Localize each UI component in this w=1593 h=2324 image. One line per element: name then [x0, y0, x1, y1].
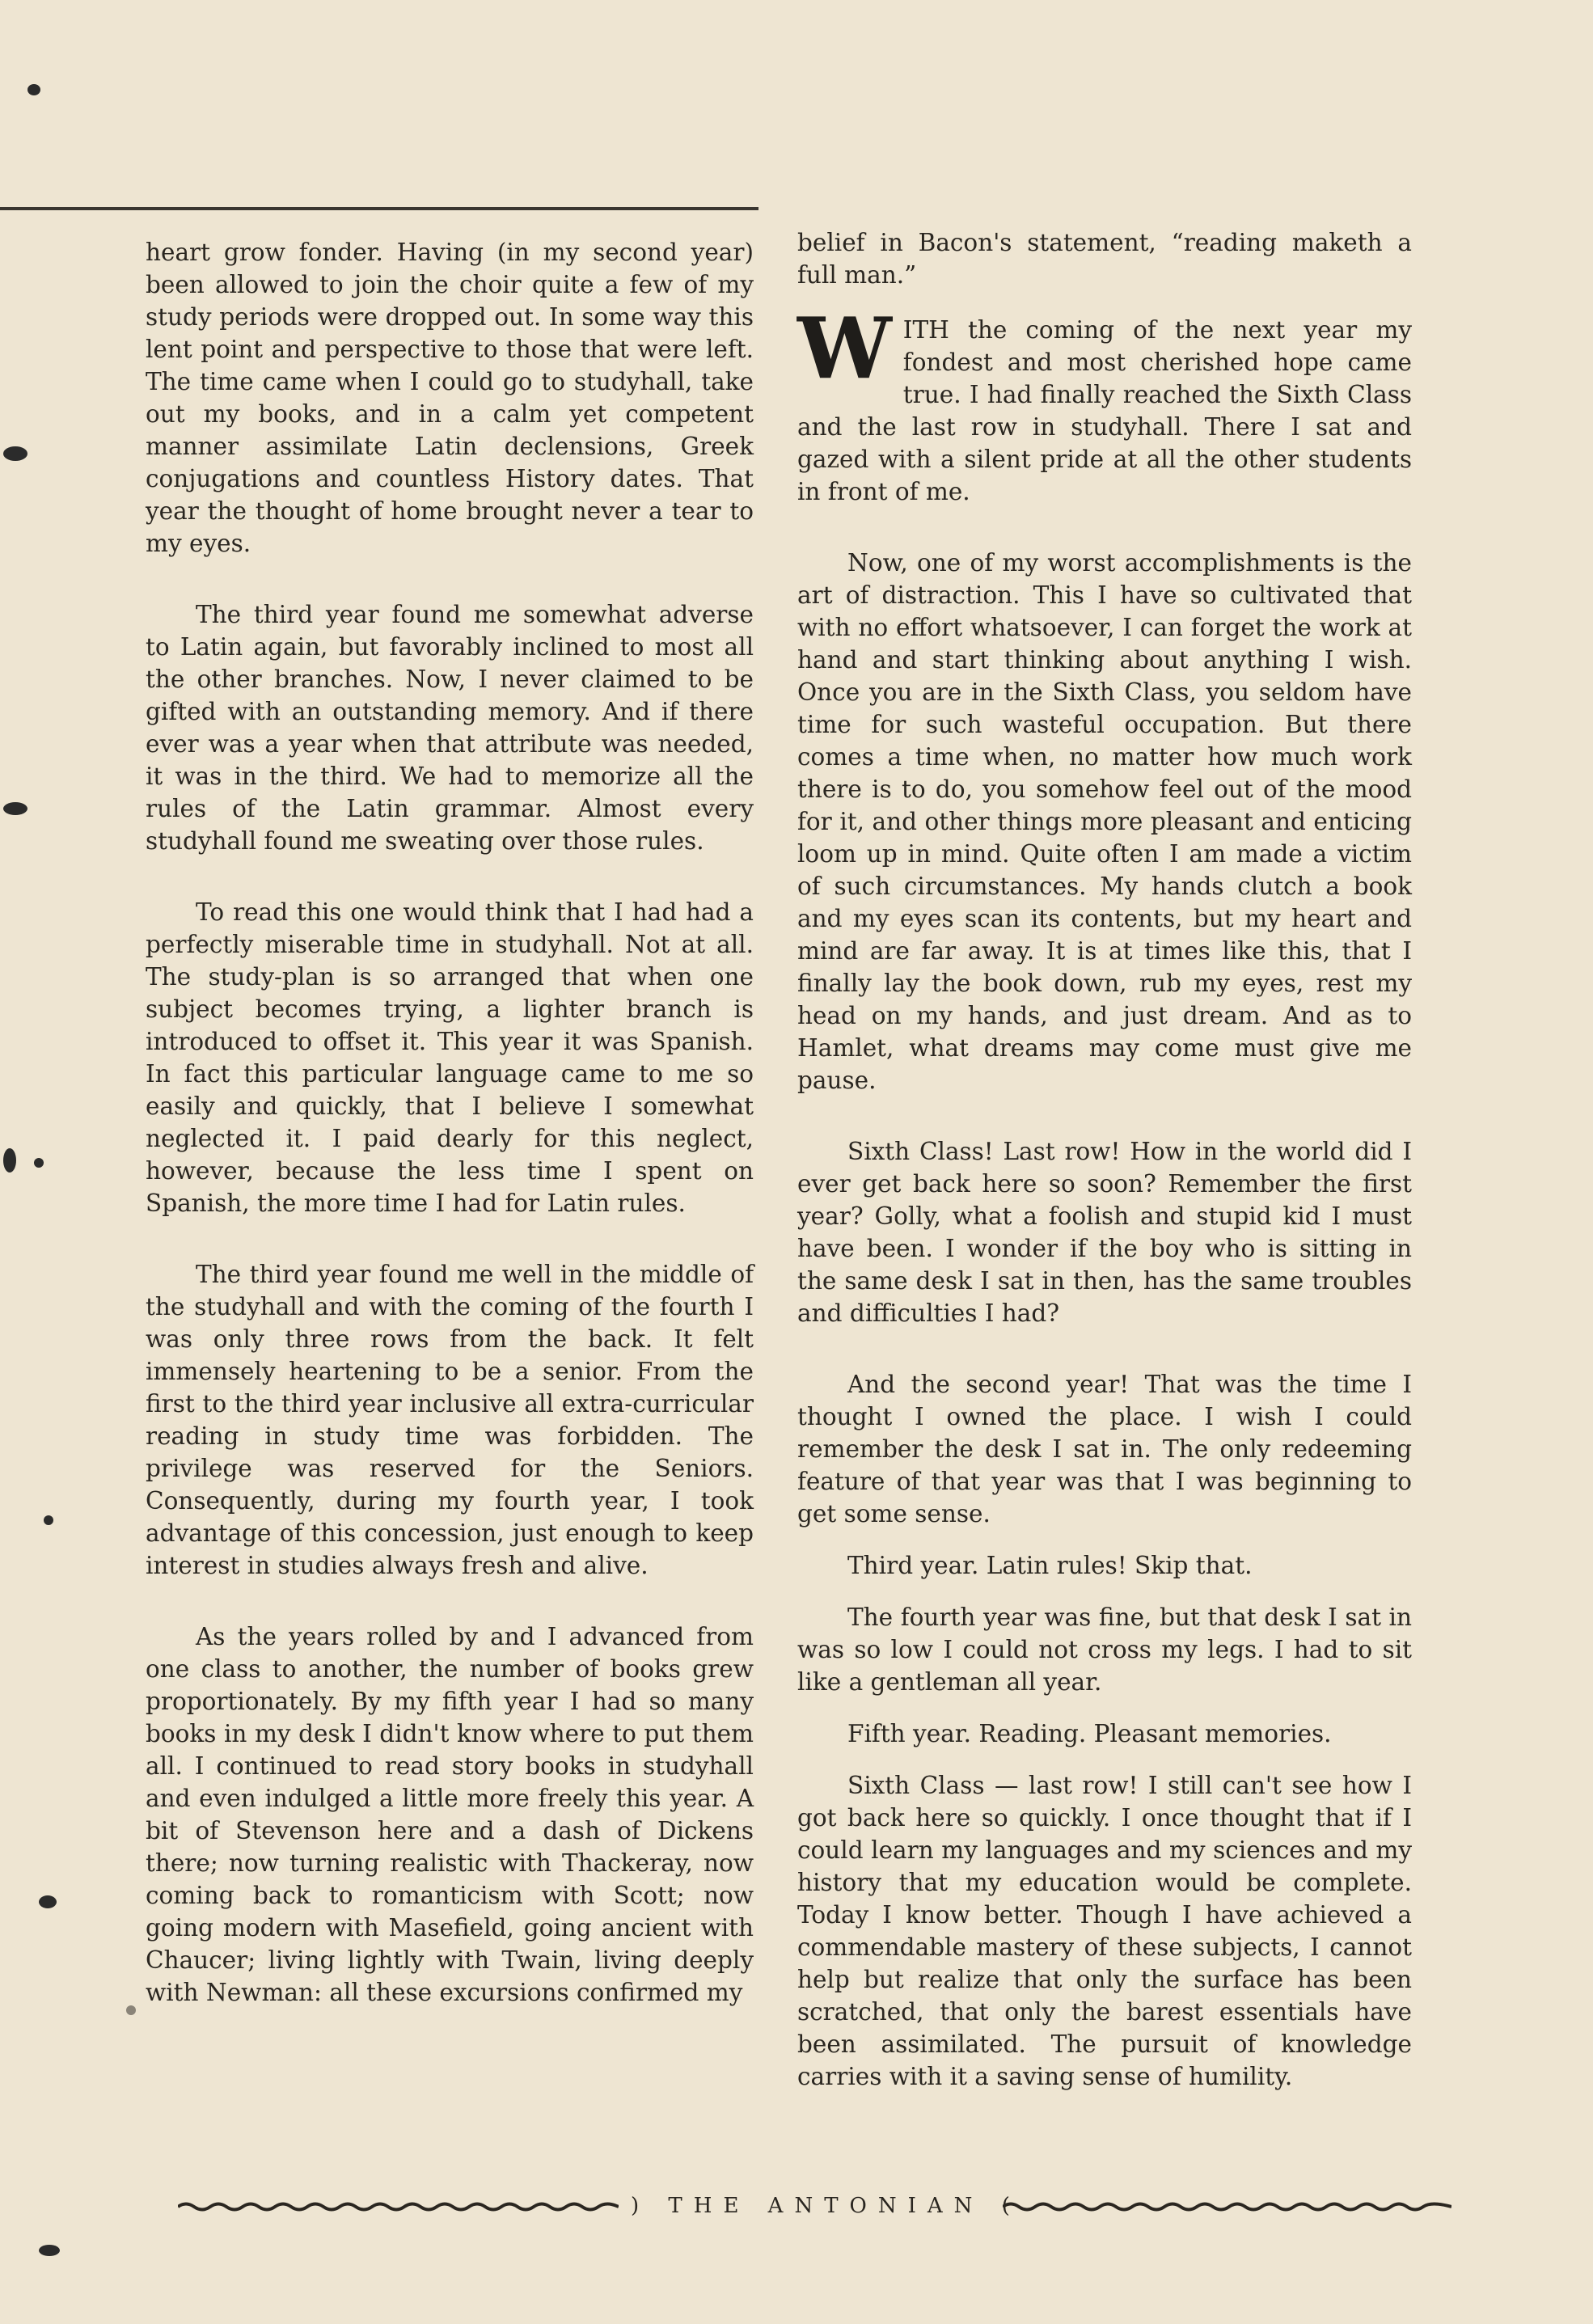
- publication-title: THE ANTONIAN: [668, 2194, 984, 2218]
- binding-hole: [3, 1148, 16, 1173]
- paragraph: belief in Bacon's statement, “reading maketh a full man.”: [797, 229, 1412, 289]
- paragraph: heart grow fonder. Having (in my second year) been allowed to join the choir quite a few of my study periods were dropped out. In some way this lent point and perspective to those that were left. The time came when I could go to studyhall, take out my books, and in a calm yet competent manner assimilate Latin declensions, Greek conjugations and countless History dates. That year the thought of home brought never a tear to my eyes.: [146, 239, 754, 557]
- footer-left-mark: ): [631, 2194, 651, 2218]
- binding-hole: [126, 2005, 136, 2015]
- binding-hole: [3, 802, 27, 815]
- binding-hole: [27, 84, 40, 95]
- binding-hole: [39, 2245, 60, 2256]
- header-rule: [0, 207, 758, 210]
- binding-hole: [3, 446, 27, 461]
- paragraph: To read this one would think that I had had a perfectly miserable time in studyhall. Not at all. The study-plan is so arranged that when one subject becomes trying, a lighter branch is introduced to offset it. This year it was Spanish. In fact this particular language came to me so easily and quickly, that I believe I somewhat neglected it. I paid dearly for this neglect, however, because the less time I spent on Spanish, the more time I had for Latin rules.: [146, 898, 754, 1217]
- footer-right-mark: (: [1001, 2194, 1021, 2218]
- paragraph: As the years rolled by and I advanced from one class to another, the number of books grew proportionately. By my fifth year I had so many books in my desk I didn't know where to put them all. I continued to read story books in studyhall and even indulged a little more freely this year. A bit of Stevenson here and a dash of Dickens there; now turning realistic with Thackeray, now coming back to romanticism with Scott; now going modern with Masefield, going ancient with Chaucer; living lightly with Twain, living deeply with Newman: all these excursions confirmed my: [146, 1623, 754, 2006]
- paragraph-text: ITH the coming of the next year my fondest and most cherished hope came true. I had finally reached the Sixth Class and the last row in studyhall. There I sat and gazed with a silent pride at all the other students in front of me.: [797, 316, 1412, 505]
- paragraph: Now, one of my worst accomplishments is the art of distraction. This I have so cultivated that with no effort whatsoever, I can forget the work at hand and start thinking about anything I wish. Once you are in the Sixth Class, you seldom have time for such wasteful occupation. But there comes a time when, no matter how much work there is to do, you somehow feel out of the mood for it, and other things more pleasant and enticing loom up in mind. Quite often I am made a victim of such circumstances. My hands clutch a book and my eyes scan its contents, but my heart and mind are far away. It is at times like this, that I finally lay the book down, rub my eyes, rest my head on my hands, and just dream. And as to Hamlet, what dreams may come must give me pause.: [797, 549, 1412, 1094]
- section-opening-paragraph: [797, 298, 1412, 508]
- paragraph: Fifth year. Reading. Pleasant memories.: [847, 1720, 1332, 1747]
- paragraph: Sixth Class — last row! I still can't see how I got back here so quickly. I once thought that if I could learn my languages and my sciences and my history that my education would be complete. Today I know better. Though I have achieved a commendable mastery of these subjects, I cannot help but realize that only the surface has been scratched, that only the barest essentials have been assimilated. The pursuit of knowledge carries with it a saving sense of humility.: [797, 1772, 1412, 2090]
- footer-title-line: [631, 2190, 1021, 2222]
- decorative-wave-left: [178, 2201, 619, 2212]
- binding-hole: [34, 1158, 44, 1168]
- paragraph: And the second year! That was the time I thought I owned the place. I wish I could remember the desk I sat in. The only redeeming feature of that year was that I was beginning to get some sense.: [797, 1371, 1412, 1528]
- paragraph: The third year found me somewhat adverse to Latin again, but favorably inclined to most all the other branches. Now, I never claimed to be gifted with an outstanding memory. And if there ever was a year when that attribute was needed, it was in the third. We had to memorize all the rules of the Latin grammar. Almost every studyhall found me sweating over those rules.: [146, 601, 754, 855]
- page-footer: [178, 2190, 1447, 2222]
- binding-hole: [39, 1895, 57, 1908]
- left-column: [146, 236, 754, 2009]
- binding-hole: [44, 1515, 53, 1525]
- paragraph: Third year. Latin rules! Skip that.: [847, 1552, 1253, 1579]
- right-column: [797, 226, 1412, 2093]
- drop-cap: W: [797, 298, 892, 398]
- paragraph: Sixth Class! Last row! How in the world did I ever get back here so soon? Remember the first year? Golly, what a foolish and stupid kid I must have been. I wonder if the boy who is sitting in the same desk I sat in then, has the same troubles and difficulties I had?: [797, 1138, 1412, 1327]
- paragraph: The fourth year was fine, but that desk I sat in was so low I could not cross my legs. I had to sit like a gentleman all year.: [797, 1604, 1412, 1696]
- decorative-wave-right: [1003, 2201, 1451, 2212]
- paragraph: The third year found me well in the middle of the studyhall and with the coming of the fourth I was only three rows from the back. It felt immensely heartening to be a senior. From the first to the third year inclusive all extra-curricular reading in study time was forbidden. The privilege was reserved for the Seniors. Consequently, during my fourth year, I took advantage of this concession, just enough to keep interest in studies always fresh and alive.: [146, 1261, 754, 1579]
